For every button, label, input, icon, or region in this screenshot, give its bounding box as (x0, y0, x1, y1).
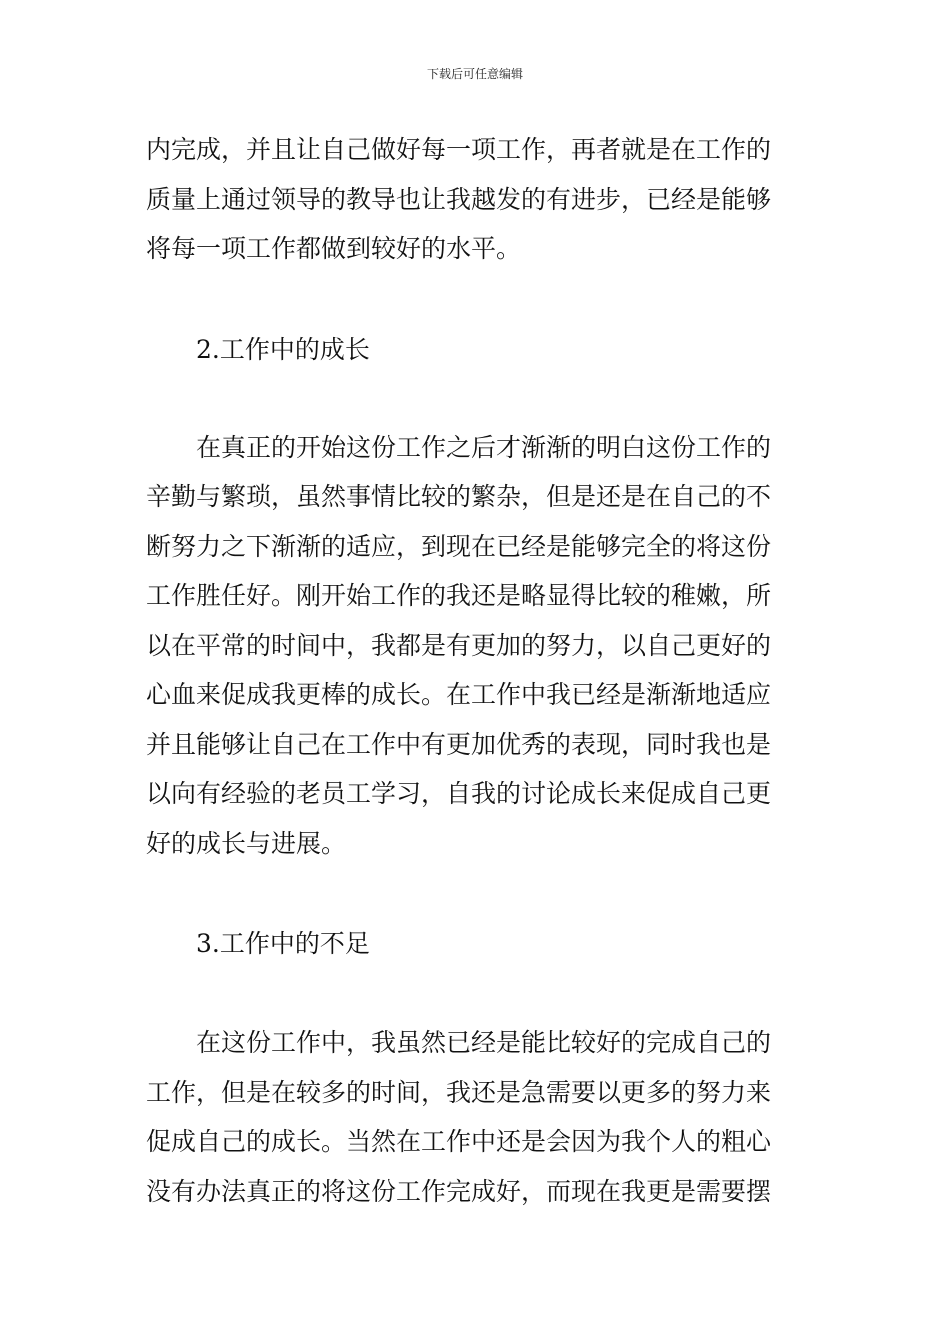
text-line: 断努力之下渐渐的适应，到现在已经是能够完全的将这份 (146, 532, 772, 561)
text-line: 在真正的开始这份工作之后才渐渐的明白这份工作的 (146, 433, 772, 462)
section-heading: 3.工作中的不足 (146, 929, 370, 958)
text-line: 质量上通过领导的教导也让我越发的有进步，已经是能够 (146, 185, 772, 214)
text-line: 内完成，并且让自己做好每一项工作，再者就是在工作的 (146, 135, 772, 164)
text-line: 以向有经验的老员工学习，自我的讨论成长来促成自己更 (146, 779, 772, 808)
text-line: 心血来促成我更棒的成长。在工作中我已经是渐渐地适应 (146, 680, 772, 709)
text-line: 促成自己的成长。当然在工作中还是会因为我个人的粗心 (146, 1127, 772, 1156)
text-line: 将每一项工作都做到较好的水平。 (146, 234, 522, 263)
text-line: 并且能够让自己在工作中有更加优秀的表现，同时我也是 (146, 730, 772, 759)
text-line: 没有办法真正的将这份工作完成好，而现在我更是需要摆 (146, 1177, 772, 1206)
text-line: 好的成长与进展。 (146, 829, 347, 858)
text-line: 以在平常的时间中，我都是有更加的努力，以自己更好的 (146, 631, 772, 660)
text-line: 在这份工作中，我虽然已经是能比较好的完成自己的 (146, 1028, 772, 1057)
section-heading: 2.工作中的成长 (146, 335, 370, 364)
text-line: 工作胜任好。刚开始工作的我还是略显得比较的稚嫩，所 (146, 581, 772, 610)
page-header: 下载后可任意编辑 (426, 67, 523, 81)
text-line: 辛勤与繁琐，虽然事情比较的繁杂，但是还是在自己的不 (146, 482, 772, 511)
text-line: 工作，但是在较多的时间，我还是急需要以更多的努力来 (146, 1078, 772, 1107)
